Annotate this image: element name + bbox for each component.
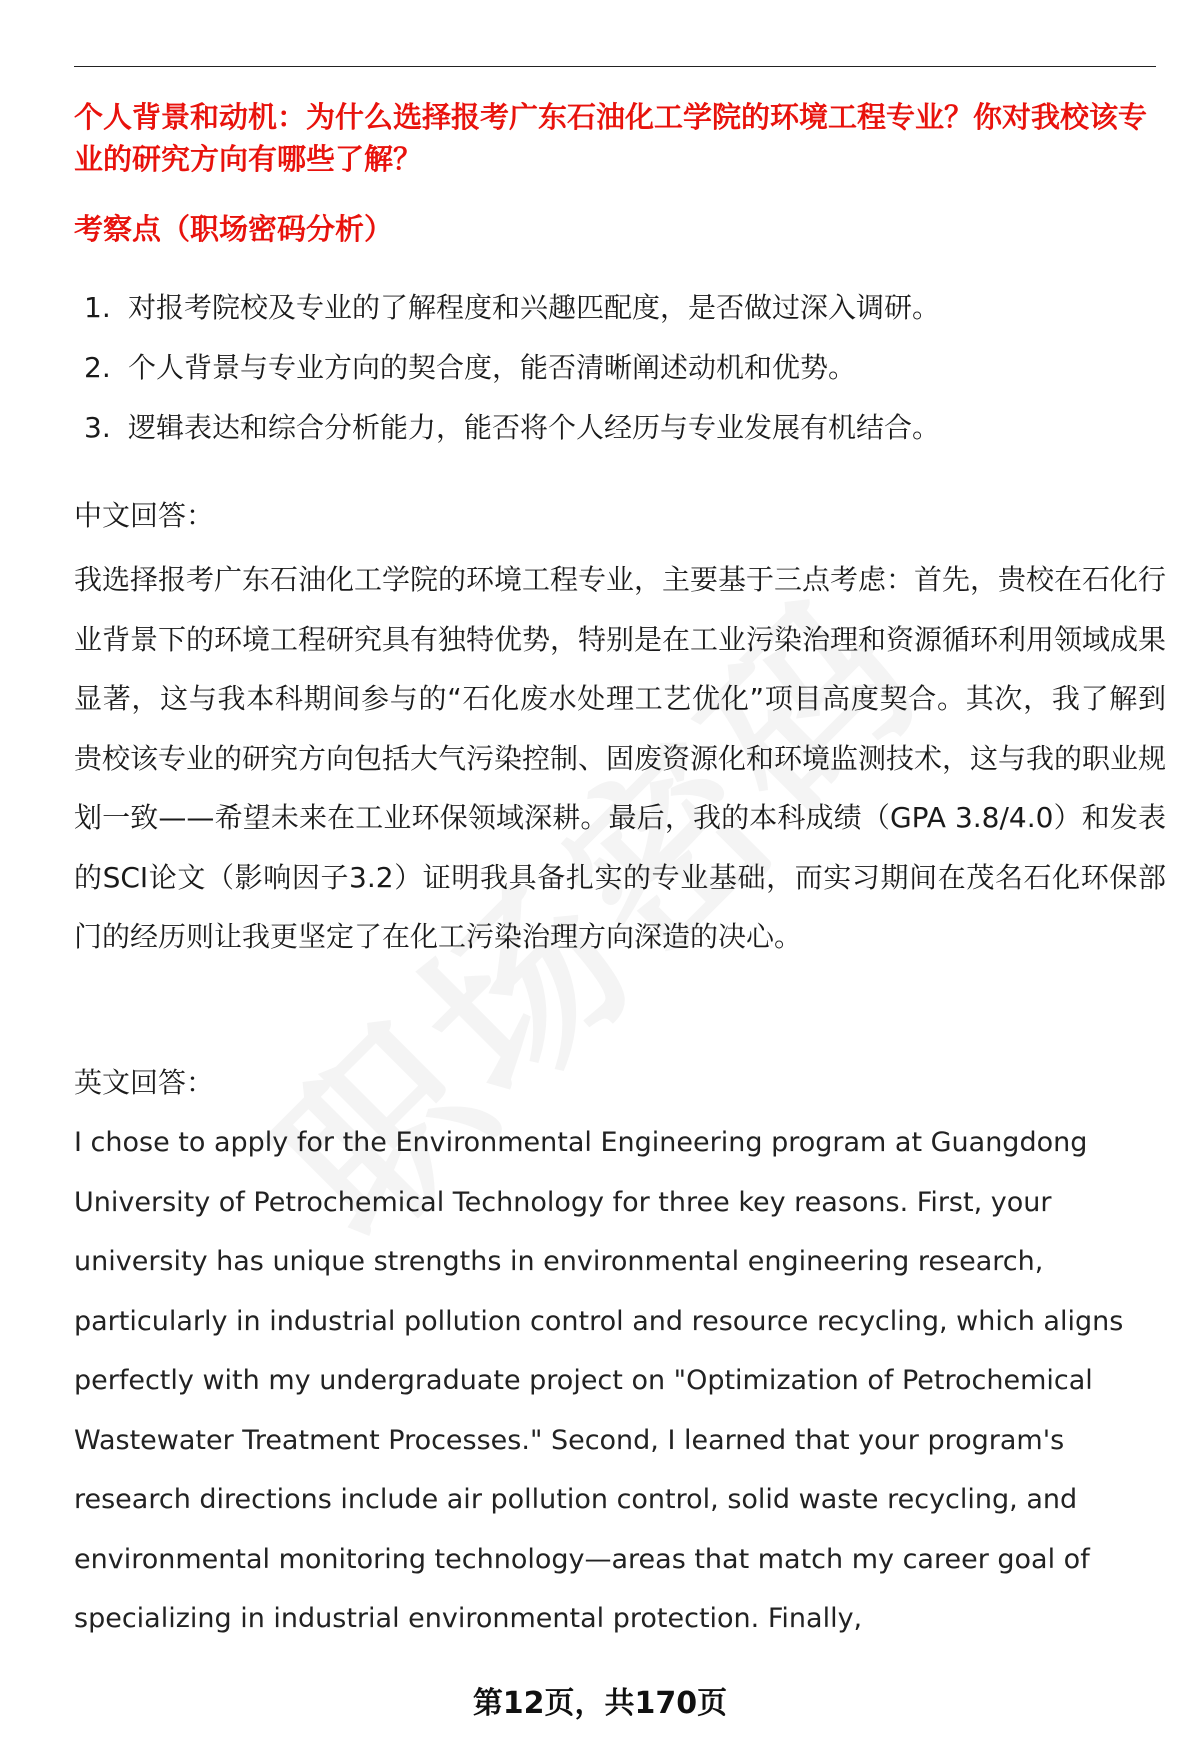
analysis-points-list [84,286,1164,466]
list-number: 1. [84,291,111,324]
header-rule [74,66,1156,67]
english-answer-text: I chose to apply for the Environmental Engineering program at Guangdong University of Petrochemical Technology for three key reasons. First, your university has unique strengths in environmental engineering research, particularly in industrial pollution control and resource recycling, which aligns perfectly with my undergraduate project on "Optimization of Petrochemical Wastewater Treatment Processes." Second, I learned that your program's research directions include air pollution control, solid waste recycling, and environmental monitoring technology—areas that match my career goal of specializing in industrial environmental protection. Finally, [74,1127,1124,1634]
list-text: 个人背景与专业方向的契合度，能否清晰阐述动机和优势。 [128,351,857,384]
list-text: 对报考院校及专业的了解程度和兴趣匹配度，是否做过深入调研。 [128,291,941,324]
question-heading: 个人背景和动机：为什么选择报考广东石油化工学院的环境工程专业？你对我校该专业的研究方向有哪些了解？ [74,100,1148,176]
analysis-title: 考察点（职场密码分析） [74,212,394,246]
list-number: 3. [84,411,111,444]
english-answer-label: 英文回答： [74,1066,215,1099]
page-number: 第12页，共170页 [472,1686,728,1721]
chinese-answer-text: 我选择报考广东石油化工学院的环境工程专业，主要基于三点考虑：首先，贵校在石化行业背景下的环境工程研究具有独特优势，特别是在工业污染治理和资源循环利用领域成果显著，这与我本科期间参与的“石化废水处理工艺优化”项目高度契合。其次，我了解到贵校该专业的研究方向包括大气污染控制、固废资源化和环境监测技术，这与我的职业规划一致——希望未来在工业环保领域深耕。最后，我的本科成绩（GPA 3.8/4.0）和发表的SCI论文（影响因子3.2）证明我具备扎实的专业基础，而实习期间在茂名石化环保部门的经历则让我更坚定了在化工污染治理方向深造的决心。 [74,563,1167,953]
list-item [84,286,1164,346]
list-item [84,406,1164,466]
list-item [84,346,1164,406]
list-text: 逻辑表达和综合分析能力，能否将个人经历与专业发展有机结合。 [128,411,941,444]
chinese-answer-label: 中文回答： [74,499,215,532]
list-number: 2. [84,351,111,384]
